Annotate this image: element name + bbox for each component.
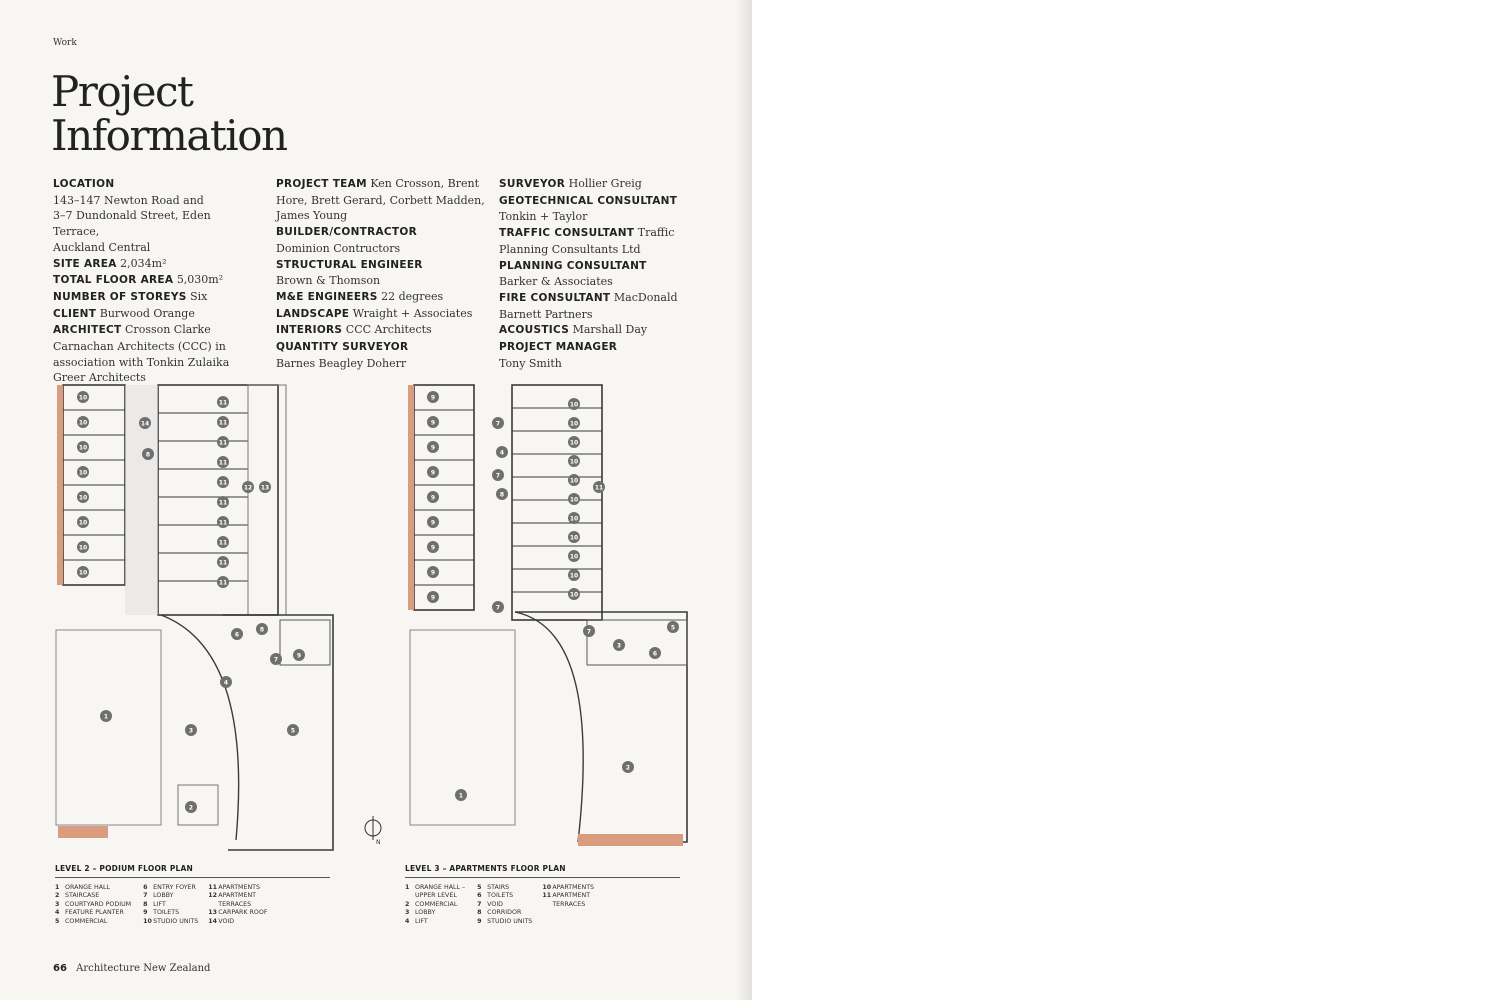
plan-marker-label: 10 <box>78 494 88 502</box>
plan-marker <box>270 653 282 665</box>
legend-text: STAIRCASE <box>65 892 100 900</box>
legend-item <box>477 901 532 909</box>
legend-text: COMMERCIAL <box>65 917 108 925</box>
legend-item <box>208 918 267 926</box>
north-arrow-icon <box>365 816 381 846</box>
info-label: CLIENT <box>53 307 97 320</box>
info-value: Traffic Planning Consultants Ltd <box>499 226 675 256</box>
plan-marker-label: 5 <box>670 624 676 632</box>
legend-text: LOBBY <box>415 909 436 917</box>
legend-item <box>143 901 198 909</box>
plan-marker <box>583 625 595 637</box>
info-label: ACOUSTICS <box>499 324 570 337</box>
legend-item <box>477 892 532 900</box>
info-label: PLANNING CONSULTANT <box>499 259 647 272</box>
legend-item <box>208 884 267 892</box>
plan-marker-label: 9 <box>296 652 302 660</box>
plan-marker <box>455 789 467 801</box>
plan-marker <box>427 591 439 603</box>
info-label: NUMBER OF STOREYS <box>53 290 187 303</box>
info-label: QUANTITY SURVEYOR <box>276 341 409 354</box>
info-value: Ken Crosson, Brent Hore, Brett Gerard, Corbett Madden, James Young <box>276 177 485 223</box>
legend-item <box>405 901 465 909</box>
plan-marker <box>217 416 229 428</box>
info-label: LOCATION <box>53 178 115 190</box>
plan-marker <box>496 488 508 500</box>
legend-number: 7 <box>477 900 482 908</box>
plan-marker-label: 7 <box>495 472 501 480</box>
plan-marker <box>568 588 580 600</box>
info-value: Six <box>190 289 208 303</box>
plan-marker-label: 10 <box>569 591 579 599</box>
plan-marker <box>217 536 229 548</box>
plan-marker <box>287 724 299 736</box>
legend-item <box>542 884 594 892</box>
plan-marker-label: 8 <box>499 491 505 499</box>
plan-marker-label: 6 <box>652 650 658 658</box>
info-entry <box>276 322 491 339</box>
legend-number: 4 <box>405 917 410 925</box>
info-value: Hollier Greig <box>568 177 642 190</box>
plan-marker-label: 11 <box>218 459 228 467</box>
plan-marker <box>77 566 89 578</box>
info-value: Brown & Thomson <box>276 274 381 288</box>
legend-text: ORANGE HALL <box>65 884 111 891</box>
plan-marker <box>568 531 580 543</box>
plan-marker-label: 2 <box>625 764 631 772</box>
title-line-1: Project <box>51 67 193 116</box>
plan-marker <box>77 391 89 403</box>
info-label: PROJECT TEAM <box>276 178 367 190</box>
plan-marker-label: 10 <box>569 420 579 428</box>
plan-marker-label: 10 <box>78 544 88 552</box>
legend-number: 9 <box>143 909 148 917</box>
plan-marker-label: 10 <box>569 458 579 466</box>
legend-text: STUDIO UNITS <box>153 917 199 925</box>
info-entry <box>276 176 491 224</box>
legend-number: 10 <box>542 884 552 891</box>
page-number: 66 <box>53 963 67 974</box>
legend-number: 10 <box>143 917 152 925</box>
legend-number: 6 <box>477 892 482 900</box>
plan-marker-label: 11 <box>218 439 228 447</box>
info-entry <box>276 306 491 323</box>
plan-marker-label: 11 <box>218 579 228 587</box>
legend-number: 14 <box>208 917 218 925</box>
info-entry <box>276 289 491 306</box>
legend-text: APARTMENTS <box>218 884 261 891</box>
legend-text: LOBBY <box>153 892 174 900</box>
info-entry <box>499 176 714 193</box>
plan-marker <box>427 541 439 553</box>
plan-marker-label: 8 <box>259 626 265 634</box>
info-entry <box>499 339 714 371</box>
legend-item <box>143 918 198 926</box>
plan-marker-label: 11 <box>218 479 228 487</box>
legend-number: 1 <box>55 884 60 891</box>
legend-text: VOID <box>487 900 504 908</box>
legend-number: 3 <box>405 909 410 917</box>
north-label: N <box>376 839 381 846</box>
plan-marker <box>217 476 229 488</box>
plan-marker <box>256 623 268 635</box>
legend-item <box>55 892 131 900</box>
plan-marker <box>77 466 89 478</box>
legend-text: COMMERCIAL <box>415 900 458 908</box>
info-value: 143–147 Newton Road and 3–7 Dundonald Street, Eden Terrace, Auckland Central <box>53 193 211 254</box>
legend-text: CORRIDOR <box>487 909 522 917</box>
section-label: Work <box>53 38 77 48</box>
legend-text: APARTMENTS <box>552 884 595 891</box>
plan-marker <box>77 491 89 503</box>
legend-text: TOILETS <box>153 909 180 917</box>
plan-marker <box>259 481 271 493</box>
info-value: MacDonald Barnett Partners <box>499 290 678 321</box>
info-label: STRUCTURAL ENGINEER <box>276 258 423 271</box>
level-3-legend <box>405 884 604 926</box>
info-label: GEOTECHNICAL CONSULTANT <box>499 194 678 207</box>
plan-marker <box>220 676 232 688</box>
plan-marker <box>593 481 605 493</box>
plan-marker-label: 11 <box>218 559 228 567</box>
plan-marker-label: 9 <box>430 394 436 402</box>
plan-marker-label: 2 <box>188 804 194 812</box>
plan-marker <box>492 469 504 481</box>
info-label: PROJECT MANAGER <box>499 341 618 354</box>
legend-item <box>55 901 131 909</box>
legend-number: 8 <box>143 900 148 908</box>
legend-text: LIFT <box>153 900 166 908</box>
info-label: BUILDER/CONTRACTOR <box>276 226 418 239</box>
info-value: Tonkin + Taylor <box>499 210 588 224</box>
info-entry <box>53 256 258 273</box>
info-entry <box>499 225 714 257</box>
legend-column <box>477 884 532 926</box>
plan-marker-label: 10 <box>78 469 88 477</box>
level-3-plan-rule <box>405 877 680 878</box>
legend-item <box>208 892 267 909</box>
info-label: M&E ENGINEERS <box>276 290 378 303</box>
plan-marker <box>649 647 661 659</box>
legend-column <box>143 884 198 926</box>
legend-number: 5 <box>477 884 482 891</box>
level-2-plan-title: LEVEL 2 – PODIUM FLOOR PLAN <box>55 864 193 873</box>
legend-item <box>405 918 465 926</box>
plan-marker-label: 9 <box>430 594 436 602</box>
legend-number: 9 <box>477 917 482 925</box>
info-value: Wraight + Associates <box>352 306 473 320</box>
legend-item <box>405 909 465 917</box>
plan-marker <box>77 416 89 428</box>
legend-number: 12 <box>208 892 218 900</box>
plan-marker <box>568 474 580 486</box>
legend-item <box>143 884 198 892</box>
plan-marker-label: 3 <box>188 727 194 735</box>
info-entry <box>53 289 258 306</box>
plan-marker <box>427 466 439 478</box>
info-entry <box>53 322 258 386</box>
plan-marker <box>427 441 439 453</box>
legend-number: 1 <box>405 884 410 891</box>
plan-marker-label: 10 <box>78 444 88 452</box>
plan-marker <box>622 761 634 773</box>
info-value: Tony Smith <box>499 356 562 370</box>
plan-marker <box>77 541 89 553</box>
legend-text: VOID <box>218 917 235 925</box>
legend-number: 5 <box>55 917 60 925</box>
legend-number: 2 <box>405 900 410 908</box>
info-value: Barnes Beagley Doherr <box>276 356 407 370</box>
plan-marker <box>217 516 229 528</box>
plan-marker <box>139 417 151 429</box>
plan-marker <box>217 496 229 508</box>
info-value: Barker & Associates <box>499 275 613 289</box>
legend-item <box>208 909 267 917</box>
legend-number: 11 <box>542 892 552 900</box>
legend-text: FEATURE PLANTER <box>65 909 124 917</box>
info-entry <box>276 257 491 289</box>
plan-marker <box>217 576 229 588</box>
plan-marker-label: 1 <box>458 792 464 800</box>
level-3-plan-title: LEVEL 3 – APARTMENTS FLOOR PLAN <box>405 864 566 873</box>
page-footer <box>53 963 210 974</box>
legend-text: TOILETS <box>487 892 514 900</box>
info-label: SURVEYOR <box>499 178 566 190</box>
plan-marker-label: 10 <box>78 394 88 402</box>
legend-item <box>477 918 532 926</box>
plan-marker <box>492 601 504 613</box>
info-entry <box>53 176 258 256</box>
info-entry <box>276 224 491 256</box>
legend-text: STAIRS <box>487 884 510 891</box>
plan-marker <box>77 516 89 528</box>
plan-marker-label: 7 <box>495 420 501 428</box>
legend-text: APARTMENT TERRACES <box>552 892 591 908</box>
plan-marker-label: 10 <box>569 439 579 447</box>
legend-item <box>143 909 198 917</box>
plan-marker-label: 7 <box>273 656 279 664</box>
legend-text: COURTYARD PODIUM <box>65 900 132 908</box>
legend-text: STUDIO UNITS <box>487 917 533 925</box>
plan-marker-label: 10 <box>569 496 579 504</box>
legend-text: LIFT <box>415 917 428 925</box>
plan-marker <box>231 628 243 640</box>
info-value: Crosson Clarke Carnachan Architects (CCC) in association with Tonkin Zulaika Greer Architects <box>53 323 230 385</box>
page-gutter-shadow <box>735 0 752 1000</box>
legend-text: ORANGE HALL – UPPER LEVEL <box>415 884 466 900</box>
plan-marker-label: 10 <box>569 515 579 523</box>
plan-marker-label: 11 <box>218 419 228 427</box>
info-entry <box>499 193 714 225</box>
legend-item <box>55 909 131 917</box>
plan-marker-label: 11 <box>594 484 604 492</box>
plan-marker <box>568 550 580 562</box>
plan-marker-label: 11 <box>218 399 228 407</box>
plan-marker-label: 7 <box>586 628 592 636</box>
plan-marker-label: 9 <box>430 544 436 552</box>
info-column-1 <box>53 176 258 386</box>
legend-number: 11 <box>208 884 218 891</box>
info-entry <box>53 272 258 289</box>
plan-marker <box>142 448 154 460</box>
title-line-2: Information <box>51 111 287 160</box>
info-label: SITE AREA <box>53 257 117 270</box>
legend-number: 8 <box>477 909 482 917</box>
plan-marker <box>100 710 112 722</box>
plan-marker <box>427 391 439 403</box>
info-entry <box>53 306 258 323</box>
plan-marker-label: 4 <box>223 679 229 687</box>
info-label: INTERIORS <box>276 324 343 337</box>
plan-marker-label: 12 <box>243 484 253 492</box>
legend-number: 3 <box>55 900 60 908</box>
plan-marker <box>217 456 229 468</box>
plan-marker-label: 11 <box>218 539 228 547</box>
plan-marker <box>217 396 229 408</box>
plan-marker-label: 9 <box>430 519 436 527</box>
plan-marker-label: 1 <box>103 713 109 721</box>
legend-item <box>542 892 594 909</box>
info-column-2 <box>276 176 491 371</box>
legend-item <box>405 884 465 901</box>
legend-number: 4 <box>55 909 60 917</box>
plan-marker-label: 9 <box>430 419 436 427</box>
plan-marker <box>568 512 580 524</box>
legend-text: ENTRY FOYER <box>153 884 196 891</box>
plan-marker-label: 9 <box>430 569 436 577</box>
plan-marker <box>185 724 197 736</box>
plan-marker-label: 9 <box>430 469 436 477</box>
legend-column <box>208 884 267 926</box>
plan-marker <box>242 481 254 493</box>
plan-marker <box>568 436 580 448</box>
plan-marker-label: 3 <box>616 642 622 650</box>
legend-number: 7 <box>143 892 148 900</box>
legend-column <box>55 884 131 926</box>
plan-marker-label: 10 <box>569 401 579 409</box>
legend-text: CARPARK ROOF <box>218 909 268 917</box>
plan-marker <box>293 649 305 661</box>
info-entry <box>499 290 714 322</box>
info-value: Burwood Orange <box>99 306 195 320</box>
plan-marker-label: 9 <box>430 444 436 452</box>
plan-marker-label: 14 <box>140 420 150 428</box>
level-2-floor-plan-drawing <box>48 380 393 855</box>
plan-marker-label: 4 <box>499 449 505 457</box>
plan-marker <box>568 493 580 505</box>
legend-item <box>477 884 532 892</box>
plan-marker <box>427 516 439 528</box>
plan-marker-label: 10 <box>78 569 88 577</box>
plan-marker <box>492 417 504 429</box>
level-3-floor-plan-drawing <box>402 380 702 855</box>
info-value: Dominion Contructors <box>276 241 401 255</box>
plan-marker-label: 6 <box>234 631 240 639</box>
plan-marker <box>427 416 439 428</box>
level-2-legend <box>55 884 277 926</box>
plan-marker-label: 9 <box>430 494 436 502</box>
legend-item <box>477 909 532 917</box>
plan-marker <box>568 417 580 429</box>
legend-number: 6 <box>143 884 148 891</box>
plan-marker <box>496 446 508 458</box>
info-value: 5,030m² <box>176 273 224 287</box>
level-2-plan-rule <box>55 877 330 878</box>
plan-marker-label: 7 <box>495 604 501 612</box>
publication-name: Architecture New Zealand <box>76 963 211 974</box>
info-label: FIRE CONSULTANT <box>499 291 611 304</box>
plan-marker <box>613 639 625 651</box>
plan-marker <box>568 398 580 410</box>
plan-marker-label: 10 <box>78 419 88 427</box>
plan-marker <box>568 569 580 581</box>
plan-marker-label: 10 <box>569 534 579 542</box>
plan-marker <box>667 621 679 633</box>
page-title <box>51 67 287 160</box>
info-value: Marshall Day <box>572 323 648 337</box>
info-label: LANDSCAPE <box>276 307 350 320</box>
legend-number: 13 <box>208 909 218 917</box>
plan-marker <box>568 455 580 467</box>
legend-item <box>143 892 198 900</box>
info-label: TRAFFIC CONSULTANT <box>499 227 635 240</box>
plan-marker-label: 10 <box>569 553 579 561</box>
legend-column <box>542 884 594 926</box>
info-value: CCC Architects <box>345 323 432 337</box>
info-label: ARCHITECT <box>53 324 122 337</box>
plan-marker-label: 10 <box>569 572 579 580</box>
plan-marker-label: 11 <box>218 519 228 527</box>
plan-marker <box>185 801 197 813</box>
legend-item <box>55 918 131 926</box>
plan-marker-label: 11 <box>218 499 228 507</box>
info-entry <box>276 339 491 371</box>
legend-item <box>55 884 131 892</box>
info-column-3 <box>499 176 714 371</box>
plan-marker-label: 10 <box>569 477 579 485</box>
plan-marker <box>217 436 229 448</box>
plan-marker-label: 8 <box>145 451 151 459</box>
info-entry <box>499 258 714 290</box>
plan-marker-label: 10 <box>78 519 88 527</box>
plan-marker <box>217 556 229 568</box>
info-entry <box>499 322 714 339</box>
legend-column <box>405 884 465 926</box>
info-label: TOTAL FLOOR AREA <box>53 274 174 287</box>
plan-marker <box>77 441 89 453</box>
plan-marker <box>427 566 439 578</box>
info-value: 2,034m² <box>120 256 167 270</box>
plan-marker-label: 5 <box>290 727 296 735</box>
info-value: 22 degrees <box>381 289 444 303</box>
legend-number: 2 <box>55 892 60 900</box>
legend-text: APARTMENT TERRACES <box>218 892 257 908</box>
plan-marker-label: 13 <box>260 484 270 492</box>
plan-marker <box>427 491 439 503</box>
